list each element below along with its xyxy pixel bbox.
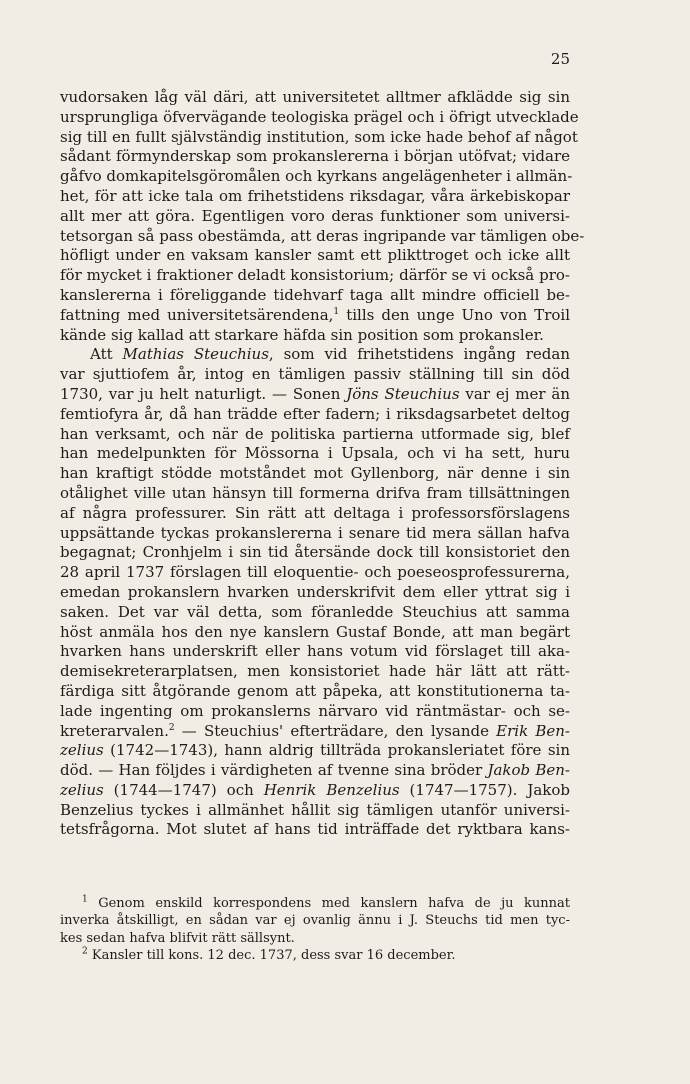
text-run: begagnat; Cronhjelm i sin tid återsände dock till konsistoriet den [60, 543, 570, 562]
text-run: tetsorgan så pass obestämda, att deras ingripande var tämligen obe- [60, 226, 585, 245]
text-run: Att [90, 345, 123, 364]
text-run: höst anmäla hos den nye kanslern Gustaf Bonde, att man begärt [60, 622, 570, 641]
text-line [60, 187, 570, 207]
italic-name: Erik Ben- [496, 721, 570, 740]
text-line [60, 127, 578, 148]
text-run: hvarken hans underskrift eller hans votum vid förslaget till aka- [60, 642, 570, 661]
text-run: saken. Det var väl detta, som föranledde Steuchius att samma [60, 602, 570, 621]
text-line [60, 425, 570, 445]
text-run: demisekreterarplatsen, men konsistoriet hade här lätt att rätt- [60, 662, 570, 681]
text-line [60, 306, 570, 326]
text-line [60, 524, 570, 544]
page-number: 25 [550, 50, 570, 68]
text-run: ursprungliga öfvervägande teologiska prägel och i öfrigt utvecklade [60, 107, 579, 126]
text-run: gåfvo domkapitelsgöromålen och kyrkans angelägenheter i allmän- [60, 167, 573, 186]
text-run: sig till en fullt självständig institution, som icke hade behof af något [60, 127, 578, 146]
text-run: af några professurer. Sin rätt att deltaga i professorsförslagens [60, 503, 570, 522]
text-line [60, 405, 570, 425]
text-run: allt mer att göra. Egentligen voro deras funktioner som universi- [60, 206, 570, 225]
text-run: otålighet ville utan hänsyn till formerna drifva fram tillsättningen [60, 483, 570, 502]
text-run: han kraftigt stödde motståndet mot Gyllenborg, när denne i sin [60, 464, 570, 483]
text-run: 1730, var ju helt naturligt. — Sonen [60, 384, 347, 403]
text-line [60, 266, 570, 286]
footnote-marker: 2 [168, 722, 175, 733]
text-run: (1747—1757). Jakob [399, 780, 570, 799]
text-run: femtiofyra år, då han trädde efter fadern; i riksdagsarbetet deltog [60, 404, 570, 423]
text-run: emedan prokanslern hvarken underskrifvit dem eller yttrat sig i [60, 582, 570, 601]
italic-name: Jöns Steuchius [346, 384, 460, 403]
text-run: för mycket i fraktioner deladt konsistorium; därför se vi också pro- [60, 266, 570, 285]
text-run: kreterarvalen. [60, 721, 169, 740]
footnote-line [60, 895, 570, 912]
text-run: het, för att icke tala om frihetstidens riksdagar, våra ärkebiskopar [60, 186, 570, 205]
text-line [60, 207, 570, 227]
footnote-marker: 2 [82, 946, 88, 957]
text-line [60, 761, 570, 781]
footnote-marker: 1 [333, 306, 340, 317]
text-line [60, 801, 570, 821]
italic-name: Mathias Steuchius [122, 345, 269, 364]
text-run: kanslererna i föreliggande tidehvarf taga allt mindre officiell be- [60, 285, 570, 304]
text-run: höfligt under en vaksam kansler samt ett plikttroget och icke allt [60, 246, 570, 265]
text-line [60, 682, 570, 702]
text-line [60, 504, 570, 524]
text-run: tetsfrågorna. Mot slutet af hans tid inträffade det ryktbara kans- [60, 820, 570, 839]
italic-name: Jakob Ben- [487, 761, 570, 780]
text-line [60, 781, 570, 801]
text-run: kände sig kallad att starkare häfda sin position som prokansler. [60, 325, 544, 344]
text-line [60, 583, 570, 603]
text-run: färdiga sitt åtgörande genom att påpeka, att konstitutionerna ta- [60, 681, 570, 700]
text-run: lade ingenting om prokanslerns närvaro vid räntmästar- och se- [60, 701, 570, 720]
text-line [60, 385, 570, 405]
footnote-line [60, 947, 570, 964]
text-run: (1744—1747) och [103, 780, 264, 799]
text-line [60, 820, 570, 840]
text-line [60, 722, 570, 742]
text-run: han medelpunkten för Mössorna i Upsala, och vi ha sett, huru [60, 444, 570, 463]
footnote-marker: 1 [82, 894, 88, 905]
footnotes [60, 895, 570, 964]
text-run: han verksamt, och när de politiska partierna utformade sig, blef [60, 424, 570, 443]
text-line [60, 464, 570, 484]
italic-name: zelius [60, 741, 104, 760]
text-line [60, 345, 570, 365]
text-run: var ej mer än [459, 384, 570, 403]
footnote-line [60, 930, 570, 947]
text-run: vudorsaken låg väl däri, att universitetet alltmer afklädde sig sin [60, 88, 570, 106]
text-line [60, 563, 570, 583]
text-line [60, 88, 570, 108]
text-run: 28 april 1737 förslagen till eloquentie- och poeseosprofessurerna, [60, 563, 570, 582]
text-run: tills den unge Uno von Troil [339, 305, 570, 324]
text-run: uppsättande tyckas prokanslererna i senare tid mera sällan hafva [60, 523, 570, 542]
text-line [60, 147, 570, 167]
text-line [60, 226, 585, 247]
text-line [60, 365, 570, 385]
text-line [60, 246, 570, 266]
text-run: död. — Han följdes i värdigheten af tvenne sina bröder [60, 761, 488, 780]
text-line [60, 484, 570, 504]
text-line [60, 167, 573, 187]
text-line [60, 603, 570, 623]
text-run: , som vid frihetstidens ingång redan [268, 345, 570, 364]
text-run: sådant förmynderskap som prokanslererna i början utöfvat; vidare [60, 147, 570, 166]
footnote-line [60, 912, 570, 929]
italic-name: Henrik Benzelius [263, 780, 400, 799]
text-run: Genom enskild korrespondens med kanslern hafva de ju kunnat [87, 896, 570, 911]
text-line [60, 543, 570, 563]
text-run: Kansler till kons. 12 dec. 1737, dess svar 16 december. [87, 947, 456, 963]
text-line [60, 107, 579, 128]
text-run: (1742—1743), hann aldrig tillträda prokansleriatet före sin [103, 741, 570, 760]
text-line [60, 702, 570, 722]
text-run: var sjuttiofem år, intog en tämligen passiv ställning till sin död [60, 365, 570, 384]
text-run: kes sedan hafva blifvit rätt sällsynt. [60, 930, 295, 946]
text-line [60, 741, 570, 761]
text-line [60, 444, 570, 464]
text-line [60, 642, 570, 662]
italic-name: zelius [60, 780, 104, 799]
body-text [60, 88, 585, 840]
text-line [60, 326, 570, 346]
text-line [60, 662, 570, 682]
text-run: Benzelius tyckes i allmänhet hållit sig tämligen utanför universi- [60, 800, 570, 819]
text-run: fattning med universitetsärendena, [60, 305, 334, 324]
text-line [60, 623, 570, 643]
text-run: — Steuchius' efterträdare, den lysande [174, 721, 497, 740]
text-run: inverka åtskilligt, en sådan var ej ovanlig ännu i J. Steuchs tid men tyc- [60, 913, 570, 929]
text-line [60, 286, 570, 306]
